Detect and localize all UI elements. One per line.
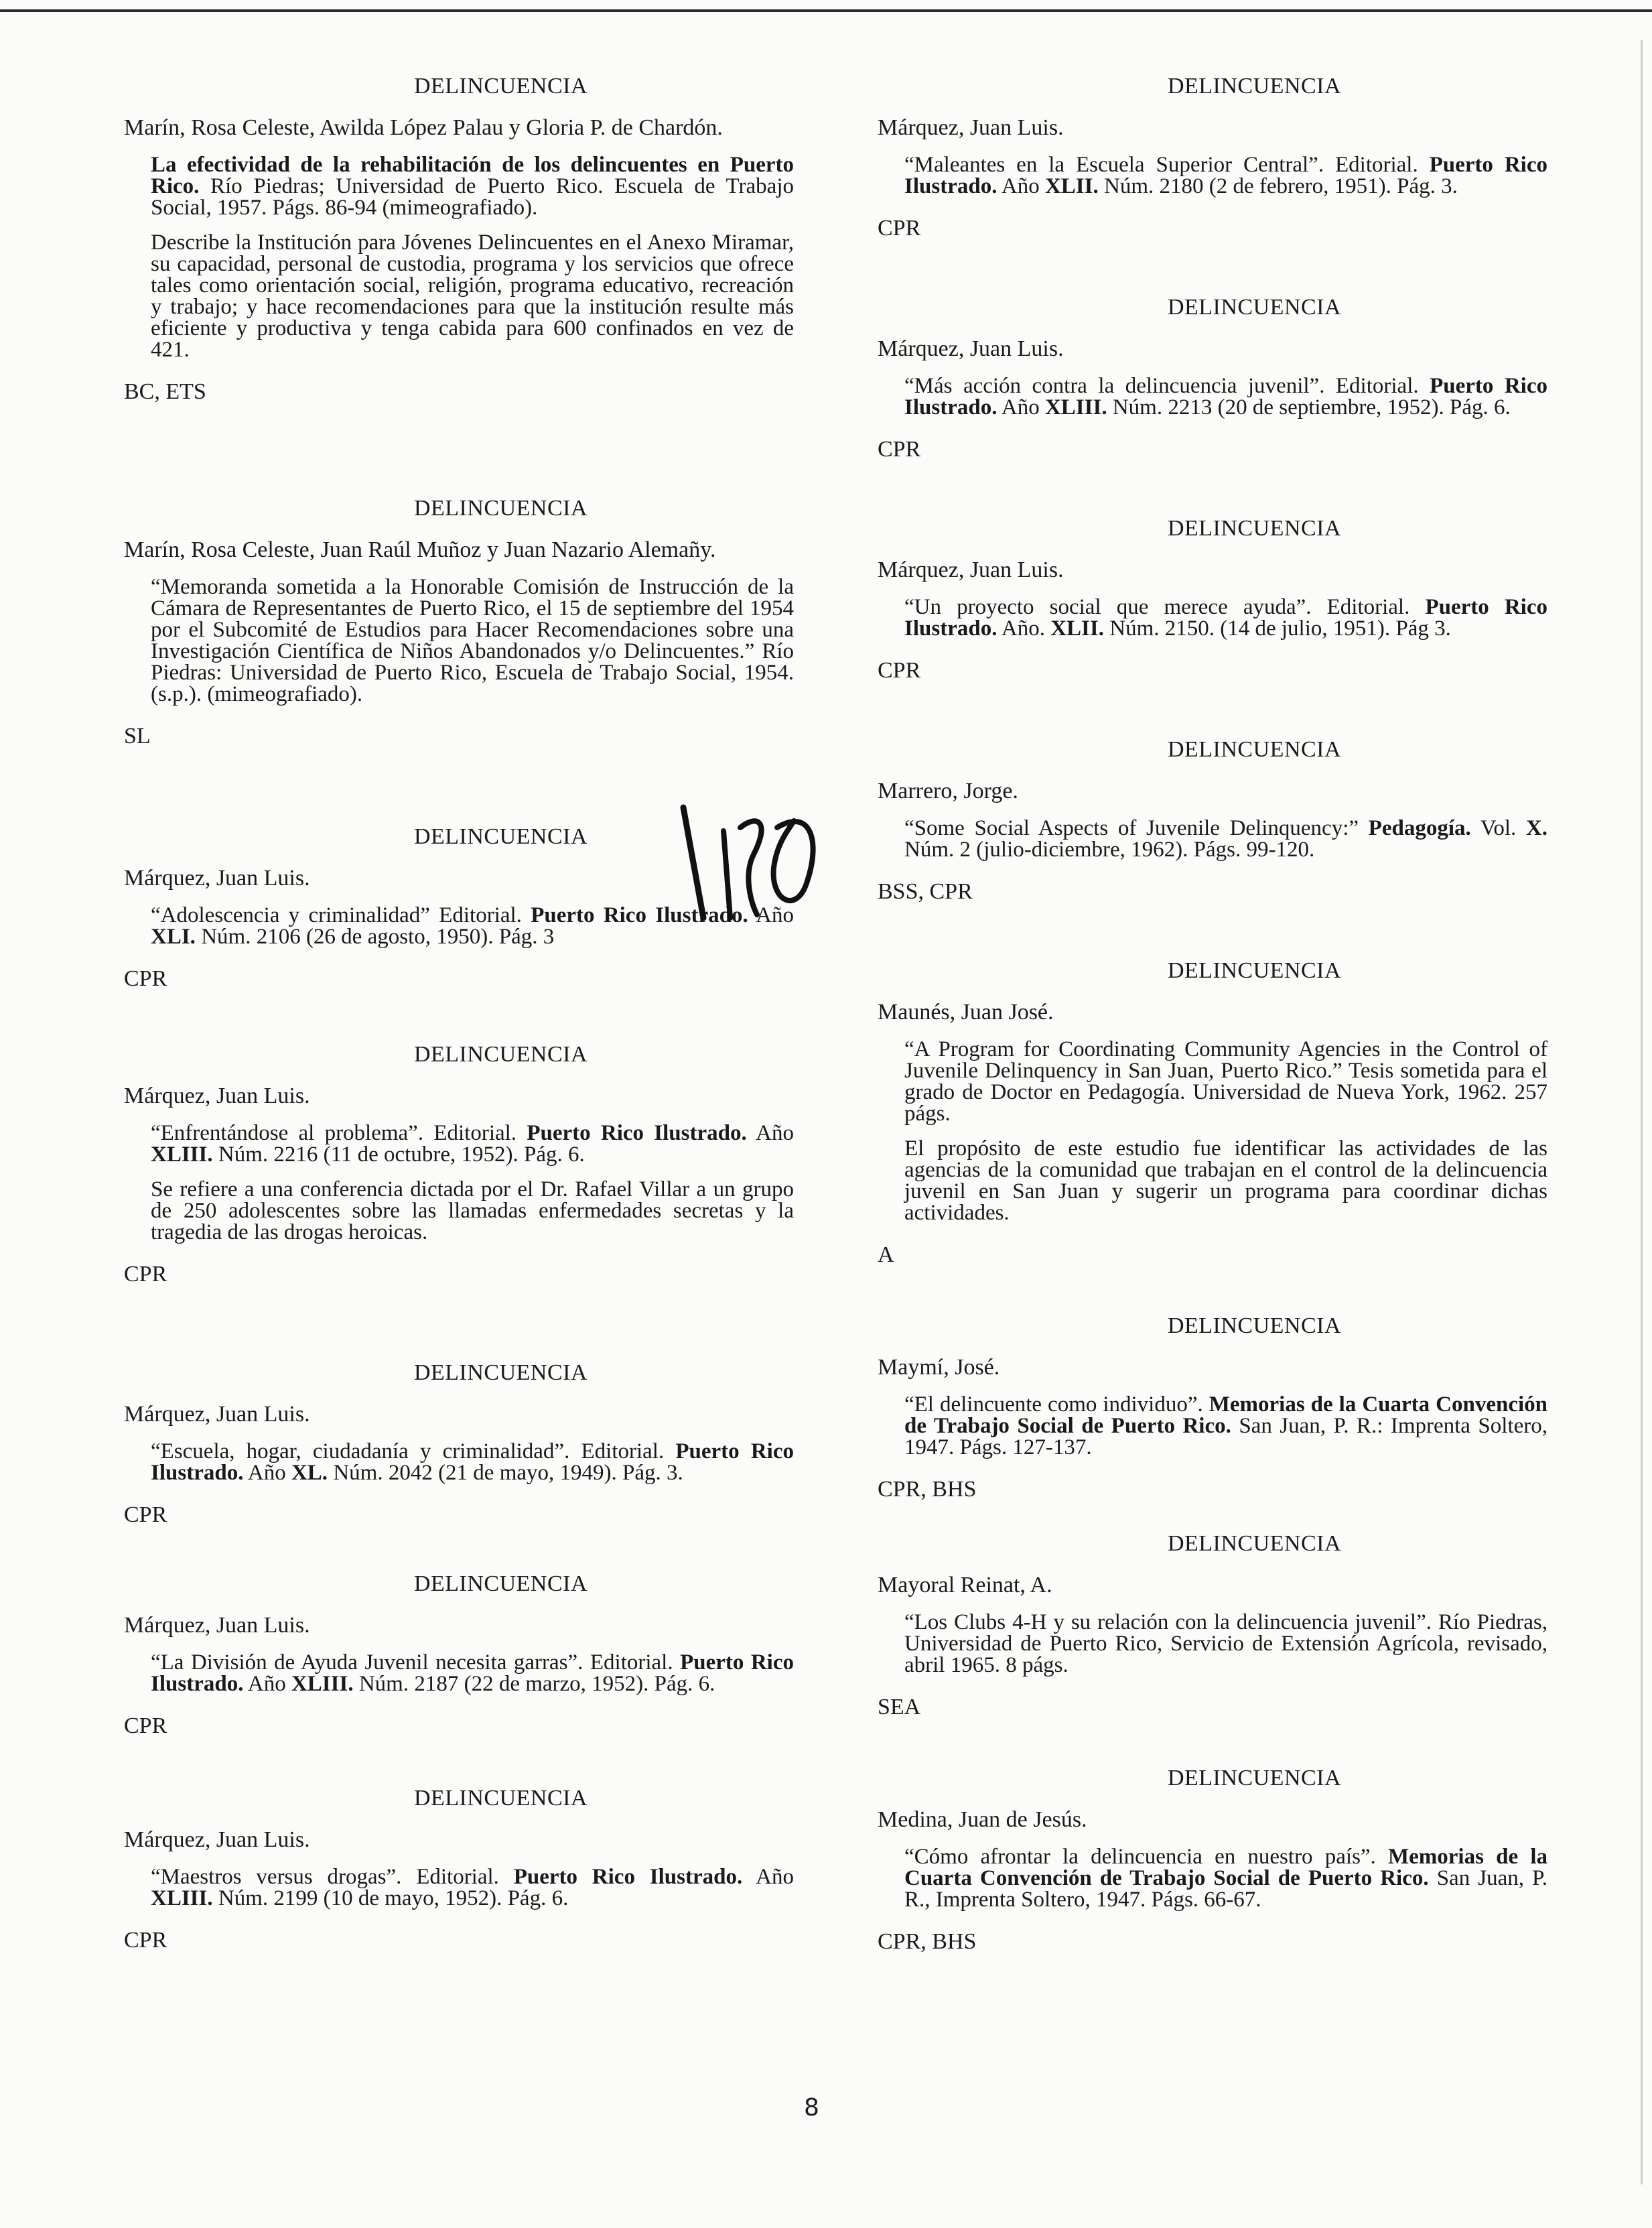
citation-bold-part: Memorias de la Cuarta Convención de Trabajo Social de Puerto Rico.: [904, 1845, 1547, 1890]
citation-part: Año: [243, 1461, 291, 1485]
citation-bold-part: X.: [1525, 816, 1547, 840]
entry: [124, 1571, 794, 1738]
entry-citation: [151, 154, 794, 218]
entry-location-codes: CPR: [124, 966, 167, 991]
citation-bold-part: XLIII.: [1044, 395, 1107, 419]
section-heading: DELINCUENCIA: [413, 1042, 588, 1067]
entry: [124, 1360, 794, 1526]
entry-location-codes: CPR: [124, 1502, 167, 1527]
entry-location-codes: A: [878, 1242, 894, 1267]
section-heading: DELINCUENCIA: [1167, 1531, 1342, 1556]
page-number: 8: [804, 2094, 819, 2121]
citation-part: Año: [746, 1121, 794, 1145]
citation-bold-part: Puerto Rico Ilustrado.: [527, 1121, 747, 1145]
entry-citation: [904, 1612, 1547, 1676]
entry: [124, 1786, 794, 1952]
section-heading: DELINCUENCIA: [1167, 74, 1342, 99]
section-heading: DELINCUENCIA: [1167, 737, 1342, 762]
entry-citation: [904, 817, 1547, 860]
entry-citation: [151, 576, 794, 705]
entry-location-codes: CPR: [124, 1928, 167, 1953]
citation-bold-part: Puerto Rico Ilustrado.: [513, 1865, 743, 1889]
section-heading: DELINCUENCIA: [1167, 958, 1342, 983]
entry: [124, 1042, 794, 1286]
entry: [878, 958, 1547, 1266]
entry-citation: [904, 375, 1547, 418]
entry-location-codes: CPR: [878, 216, 921, 241]
citation-part: Núm. 2213 (20 de septiembre, 1952). Pág. 6.: [1107, 395, 1511, 419]
entry-author: Márquez, Juan Luis.: [878, 336, 1064, 361]
citation-part: “Enfrentándose al problema”. Editorial.: [151, 1121, 527, 1145]
entry-location-codes: SEA: [878, 1695, 921, 1719]
citation-part: “Adolescencia y criminalidad” Editorial.: [151, 903, 531, 927]
entry-location-codes: CPR, BHS: [878, 1929, 977, 1954]
citation-part: “La División de Ayuda Juvenil necesita garras”. Editorial.: [151, 1650, 681, 1675]
citation-bold-part: XL.: [291, 1461, 328, 1485]
entry-author: Maymí, José.: [878, 1355, 1000, 1380]
entry-citation: [151, 1652, 794, 1695]
entry-citation: [904, 154, 1547, 197]
entry-citation: [151, 1866, 794, 1909]
section-heading: DELINCUENCIA: [413, 1786, 588, 1811]
entry-author: Marín, Rosa Celeste, Awilda López Palau y Gloria P. de Chardón.: [124, 115, 723, 140]
entry: [878, 1531, 1547, 1719]
citation-part: San Juan, P. R.: Imprenta Soltero, 1947. Págs. 127-137.: [904, 1414, 1547, 1459]
citation-bold-part: XLIII.: [151, 1886, 213, 1910]
entry-citation: [904, 1846, 1547, 1910]
citation-bold-part: XLIII.: [291, 1672, 354, 1696]
entry-citation: [904, 1394, 1547, 1458]
citation-bold-part: Puerto Rico Ilustrado.: [904, 595, 1547, 641]
citation-part: “Un proyecto social que merece ayuda”. Editorial.: [904, 595, 1426, 619]
entry-author: Márquez, Juan Luis.: [124, 1084, 310, 1108]
citation-part: “Escuela, hogar, ciudadanía y criminalidad”. Editorial.: [151, 1439, 676, 1463]
entry-citation: [904, 596, 1547, 639]
citation-part: “A Program for Coordinating Community Agencies in the Control of Juvenile Delinquency in San Juan, Puerto Rico.” Tesis sometida para el grado de Doctor en Pedagogía. Universidad de Nueva York, 1962. 257 págs.: [904, 1037, 1547, 1126]
entry-author: Medina, Juan de Jesús.: [878, 1807, 1087, 1832]
entry-author: Márquez, Juan Luis.: [124, 1613, 310, 1638]
citation-part: Año: [997, 174, 1045, 198]
citation-part: “Los Clubs 4-H y su relación con la delincuencia juvenil”. Río Piedras, Universidad de Puerto Rico, Servicio de Extensión Agrícola, revisado, abril 1965. 8 págs.: [904, 1610, 1547, 1677]
citation-part: Año: [997, 395, 1045, 419]
section-heading: DELINCUENCIA: [413, 1360, 588, 1385]
entry-location-codes: BC, ETS: [124, 379, 206, 404]
entry-author: Márquez, Juan Luis.: [878, 558, 1064, 582]
citation-part: “Más acción contra la delincuencia juvenil”. Editorial.: [904, 374, 1430, 398]
citation-bold-part: Memorias de la Cuarta Convención de Trabajo Social de Puerto Rico.: [904, 1392, 1547, 1438]
handwritten-mark: [677, 801, 824, 928]
entry: [124, 496, 794, 748]
citation-bold-part: XLII.: [1050, 616, 1104, 641]
entry-author: Márquez, Juan Luis.: [124, 1402, 310, 1427]
citation-part: Núm. 2180 (2 de febrero, 1951). Pág. 3.: [1098, 174, 1458, 198]
section-heading: DELINCUENCIA: [1167, 295, 1342, 320]
entry-location-codes: BSS, CPR: [878, 879, 973, 904]
entry-citation: [151, 1122, 794, 1165]
entry-location-codes: SL: [124, 724, 151, 748]
citation-bold-part: Puerto Rico Ilustrado.: [904, 153, 1547, 198]
right-edge-line: [1641, 40, 1643, 2184]
entry-author: Márquez, Juan Luis.: [124, 1827, 310, 1852]
citation-part: Vol.: [1470, 816, 1526, 840]
citation-part: San Juan, P. R., Imprenta Soltero, 1947. Págs. 66-67.: [904, 1866, 1548, 1912]
citation-bold-part: Pedagogía.: [1368, 816, 1471, 840]
citation-part: Núm. 2216 (11 de octubre, 1952). Pág. 6.: [212, 1142, 585, 1167]
citation-part: “Cómo afrontar la delincuencia en nuestro país”.: [904, 1845, 1388, 1869]
citation-bold-part: Puerto Rico Ilustrado.: [151, 1650, 794, 1696]
section-heading: DELINCUENCIA: [413, 1571, 588, 1596]
entry-citation: [151, 1441, 794, 1484]
entry-location-codes: CPR: [878, 437, 921, 462]
citation-part: “Maleantes en la Escuela Superior Central”. Editorial.: [904, 153, 1430, 177]
citation-bold-part: XLII.: [1044, 174, 1099, 198]
entry-author: Marrero, Jorge.: [878, 779, 1018, 803]
section-heading: DELINCUENCIA: [413, 496, 588, 521]
section-heading: DELINCUENCIA: [413, 74, 588, 99]
citation-part: “Some Social Aspects of Juvenile Delinquency:”: [904, 816, 1369, 840]
entry-location-codes: CPR: [124, 1262, 167, 1287]
entry: [878, 295, 1547, 461]
entry-description: Describe la Institución para Jóvenes Delincuentes en el Anexo Miramar, su capacidad, personal de custodia, programa y los servicios que ofrece tales como orientación social, religión, programa educativo, recreación y trabajo; y hace recomendaciones para que la institución resulte más eficiente y productiva y tenga cabida para 600 confinados en vez de 421.: [151, 231, 794, 362]
entry-author: Maunés, Juan José.: [878, 1000, 1054, 1025]
entry-description: El propósito de este estudio fue identificar las actividades de las agencias de la comunidad que trabajan en el control de la delincuencia juvenil en San Juan y sugerir un programa para coordinar dichas actividades.: [904, 1136, 1547, 1225]
entry-citation: [904, 1039, 1547, 1124]
section-heading: DELINCUENCIA: [1167, 516, 1342, 541]
entry-author: Marín, Rosa Celeste, Juan Raúl Muñoz y Juan Nazario Alemañy.: [124, 537, 716, 562]
citation-part: “Memoranda sometida a la Honorable Comisión de Instrucción de la Cámara de Representantes de Puerto Rico, el 15 de septiembre del 1954 por el Subcomité de Estudios para Hacer Recomendaciones sobre una Investigación Científica de Niños Abandonados y/o Delincuentes.” Río Piedras: Universidad de Puerto Rico, Escuela de Trabajo Social, 1954. (s.p.). (mimeografiado).: [151, 575, 794, 706]
citation-part: Núm. 2199 (10 de mayo, 1952). Pág. 6.: [212, 1886, 569, 1910]
citation-part: Año.: [997, 616, 1051, 641]
entry: [124, 74, 794, 403]
entry-author: Mayoral Reinat, A.: [878, 1573, 1052, 1597]
citation-part: Año: [748, 903, 795, 927]
entry: [878, 737, 1547, 903]
citation-part: “Maestros versus drogas”. Editorial.: [151, 1865, 514, 1889]
entry-author: Márquez, Juan Luis.: [124, 866, 310, 891]
citation-bold-part: Puerto Rico Ilustrado.: [531, 903, 748, 927]
section-heading: DELINCUENCIA: [1167, 1313, 1342, 1338]
citation-part: Núm. 2 (julio-diciembre, 1962). Págs. 99-120.: [904, 838, 1315, 862]
entry-location-codes: CPR: [878, 658, 921, 683]
section-heading: DELINCUENCIA: [1167, 1766, 1342, 1790]
citation-part: Año: [742, 1865, 795, 1889]
entry: [878, 1313, 1547, 1501]
citation-part: Núm. 2042 (21 de mayo, 1949). Pág. 3.: [328, 1461, 683, 1485]
citation-part: Núm. 2106 (26 de agosto, 1950). Pág. 3: [195, 925, 555, 949]
section-heading: DELINCUENCIA: [413, 824, 588, 849]
entry: [878, 74, 1547, 240]
entry: [878, 1766, 1547, 1953]
citation-bold-part: Puerto Rico Ilustrado.: [151, 1439, 794, 1485]
citation-bold-part: La efectividad de la rehabilitación de los delincuentes en Puerto Rico.: [151, 153, 794, 198]
entry-location-codes: CPR: [124, 1713, 167, 1738]
citation-bold-part: Puerto Rico Ilustrado.: [904, 374, 1547, 419]
top-border-rule: [0, 9, 1652, 12]
entry: [878, 516, 1547, 682]
citation-part: “El delincuente como individuo”.: [904, 1392, 1209, 1417]
citation-bold-part: XLIII.: [151, 1142, 213, 1167]
entry-author: Márquez, Juan Luis.: [878, 115, 1064, 140]
citation-bold-part: XLI.: [151, 925, 196, 949]
entry-description: Se refiere a una conferencia dictada por el Dr. Rafael Villar a un grupo de 250 adolescentes sobre las llamadas enfermedades secretas y la tragedia de las drogas heroicas.: [151, 1177, 794, 1244]
citation-part: Núm. 2187 (22 de marzo, 1952). Pág. 6.: [353, 1672, 715, 1696]
entry-location-codes: CPR, BHS: [878, 1477, 977, 1502]
citation-part: Núm. 2150. (14 de julio, 1951). Pág 3.: [1104, 616, 1451, 641]
citation-part: Año: [243, 1672, 291, 1696]
citation-part: Río Piedras; Universidad de Puerto Rico. Escuela de Trabajo Social, 1957. Págs. 86-94 (mimeografiado).: [151, 174, 794, 220]
